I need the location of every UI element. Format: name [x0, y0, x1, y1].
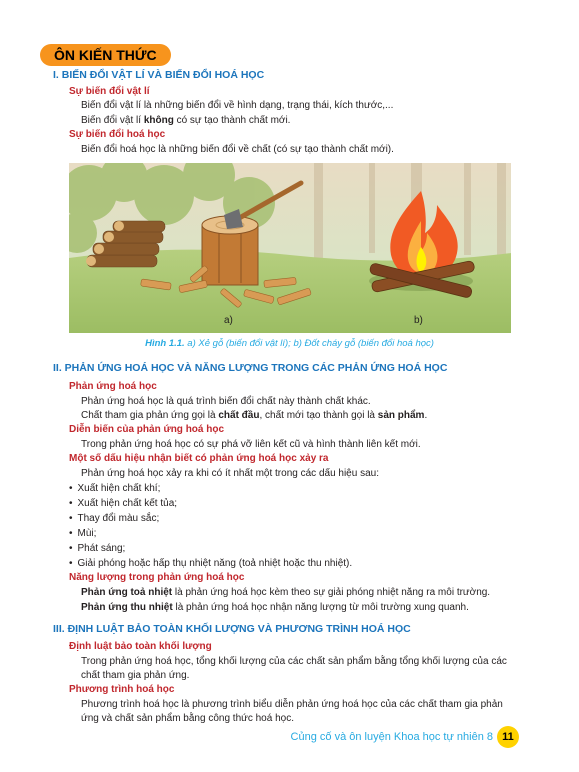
sign-bullet-2: • Xuất hiện chất kết tủa; — [69, 497, 177, 510]
equation-heading: Phương trình hoá học — [69, 684, 175, 695]
section-3-title: III. ĐỊNH LUẬT BẢO TOÀN KHỐI LƯỢNG VÀ PHƯƠNG TRÌNH HOÁ HỌC — [53, 623, 411, 635]
reaction-progress-text: Trong phản ứng hoá học có sự phá vỡ liên kết cũ và hình thành liên kết mới. — [81, 439, 421, 450]
footer-book-title: Củng cố và ôn luyện Khoa học tự nhiên 8 — [290, 731, 493, 743]
reaction-progress-heading: Diễn biến của phản ứng hoá học — [69, 424, 225, 435]
label-b: b) — [414, 315, 423, 326]
sign-bullet-1: • Xuất hiện chất khí; — [69, 482, 160, 495]
physical-change-heading: Sự biến đổi vật lí — [69, 86, 150, 97]
physical-change-definition: Biến đổi vật lí là những biến đổi về hình dạng, trạng thái, kích thước,... — [81, 100, 394, 111]
figure-caption: Hình 1.1. a) Xẻ gỗ (biến đổi vật lí); b) Đốt cháy gỗ (biến đổi hoá học) — [145, 338, 434, 349]
conservation-law-line-2: chất tham gia phản ứng. — [81, 670, 190, 681]
equation-line-2: ứng và chất sản phẩm bằng công thức hoá học. — [81, 713, 294, 724]
reaction-heading: Phản ứng hoá học — [69, 381, 157, 392]
sign-bullet-4: • Mùi; — [69, 527, 96, 540]
energy-heading: Năng lượng trong phản ứng hoá học — [69, 572, 245, 583]
section-1-title: I. BIẾN ĐỔI VẬT LÍ VÀ BIẾN ĐỔI HOÁ HỌC — [53, 69, 265, 81]
page-number: 11 — [497, 726, 519, 748]
equation-line-1: Phương trình hoá học là phương trình biểu diễn phản ứng hoá học của các chất tham gia phản — [81, 699, 503, 710]
sign-bullet-6: • Giải phóng hoặc hấp thụ nhiệt năng (toả nhiệt hoặc thu nhiệt). — [69, 557, 352, 570]
conservation-law-heading: Định luật bảo toàn khối lượng — [69, 641, 212, 652]
reaction-signs-intro: Phản ứng hoá học xảy ra khi có ít nhất một trong các dấu hiệu sau: — [81, 468, 379, 479]
exothermic-line: Phản ứng toả nhiệt là phản ứng hoá học kèm theo sự giải phóng nhiệt năng ra môi trường. — [81, 587, 491, 598]
sign-bullet-3: • Thay đổi màu sắc; — [69, 512, 159, 525]
reactant-product-line: Chất tham gia phản ứng gọi là chất đầu, chất mới tạo thành gọi là sản phẩm. — [81, 410, 428, 421]
wood-illustration — [69, 163, 511, 333]
sign-bullet-5: • Phát sáng; — [69, 542, 125, 555]
chemical-change-heading: Sự biến đổi hoá học — [69, 129, 166, 140]
section-tag: ÔN KIẾN THỨC — [40, 44, 171, 66]
reaction-signs-heading: Một số dấu hiệu nhận biết có phản ứng hoá học xảy ra — [69, 453, 329, 464]
endothermic-line: Phản ứng thu nhiệt là phản ứng hoá học nhận năng lượng từ môi trường xung quanh. — [81, 602, 469, 613]
reaction-definition: Phản ứng hoá học là quá trình biến đổi chất này thành chất khác. — [81, 396, 371, 407]
physical-change-note: Biến đổi vật lí không có sự tạo thành chất mới. — [81, 115, 291, 126]
label-a: a) — [224, 315, 233, 326]
conservation-law-line-1: Trong phản ứng hoá học, tổng khối lượng của các chất sản phẩm bằng tổng khối lượng của các — [81, 656, 507, 667]
section-2-title: II. PHẢN ỨNG HOÁ HỌC VÀ NĂNG LƯỢNG TRONG CÁC PHẢN ỨNG HOÁ HỌC — [53, 362, 448, 374]
chemical-change-definition: Biến đổi hoá học là những biến đổi về chất (có sự tạo thành chất mới). — [81, 144, 394, 155]
